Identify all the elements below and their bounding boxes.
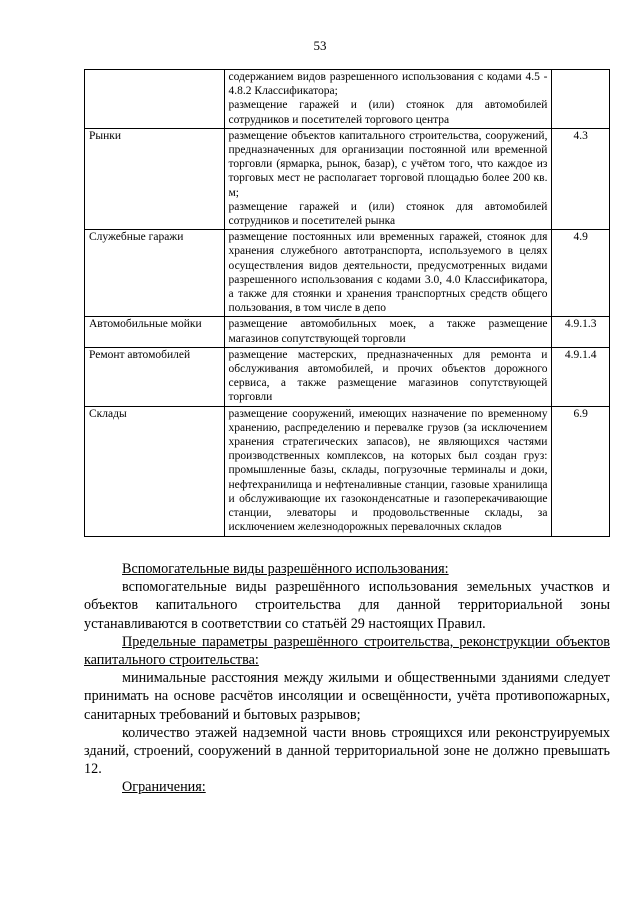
limit-parameters-heading-text: Предельные параметры разрешённого строительства, реконструкции объектов капитального строительства: <box>84 633 610 669</box>
use-code-cell: 4.9.1.3 <box>552 317 610 347</box>
use-code-cell: 6.9 <box>552 406 610 536</box>
table-row <box>85 70 610 129</box>
use-code-cell: 4.9 <box>552 230 610 317</box>
use-name-cell: Автомобильные мойки <box>85 317 225 347</box>
use-code-cell: 4.9.1.4 <box>552 347 610 406</box>
use-description-paragraph: размещение постоянных или временных гаражей, стоянок для хранения служебного автотранспорта, используемого в целях осуществления видов деятельности, предусмотренных видами разрешенного использования с кодами 3.0, 4.0 Классификатора, а также для стоянки и хранения транспортных средств общего пользования, в том числе в депо <box>228 231 548 315</box>
use-description-paragraph: содержанием видов разрешенного использования с кодами 4.5 - 4.8.2 Классификатора; <box>228 71 548 98</box>
limit-parameters-floors-text: количество этажей надземной части вновь строящихся или реконструируемых зданий, строений, сооружений в данной территориальной зоне не должно превышать 12. <box>84 724 610 778</box>
use-description-cell <box>224 347 552 406</box>
permitted-uses-table <box>84 69 610 537</box>
use-name-cell: Служебные гаражи <box>85 230 225 317</box>
limit-parameters-distance-text: минимальные расстояния между жилыми и общественными зданиями следует принимать на основе расчётов инсоляции и освещённости, учёта противопожарных, санитарных требований и бытовых разрывов; <box>84 670 610 723</box>
use-description-cell <box>224 230 552 317</box>
use-description-paragraph: размещение мастерских, предназначенных для ремонта и обслуживания автомобилей, и прочих объектов дорожного сервиса, а также размещение магазинов сопутствующей торговли <box>228 348 548 404</box>
use-description-cell <box>224 406 552 536</box>
use-description-paragraph: размещение гаражей и (или) стоянок для автомобилей сотрудников и посетителей торгового центра <box>228 99 548 126</box>
restrictions-heading-text: Ограничения: <box>122 779 206 796</box>
use-description-cell <box>224 317 552 347</box>
page-number: 53 <box>313 38 327 53</box>
use-name-cell <box>85 70 225 129</box>
table-row <box>85 230 610 317</box>
auxiliary-uses-heading-text: Вспомогательные виды разрешённого использования: <box>122 561 449 577</box>
use-code-cell <box>552 70 610 129</box>
use-description-paragraph: размещение автомобильных моек, а также размещение магазинов сопутствующей торговли <box>228 318 548 345</box>
table-row <box>85 406 610 536</box>
use-description-cell <box>224 70 552 129</box>
use-description-paragraph: размещение объектов капитального строительства, сооружений, предназначенных для организации постоянной или временной торговли (ярмарка, рынок, базар), с учётом того, что каждое из торговых мест не располагает торговой площадью более 200 кв. м; <box>228 129 548 199</box>
limit-parameters-heading <box>84 633 610 669</box>
use-description-paragraph: размещение сооружений, имеющих назначение по временному хранению, распределению и перевалке грузов (за исключением хранения стратегических запасов), не являющихся частями производственных комплексов, на которых был создан груз: промышленные базы, склады, погрузочные терминалы и доки, нефтехранилища и нефтеналивные станции, газовые хранилища и обслуживающие их газоконденсатные и газоперекачивающие станции, элеваторы и продовольственные склады, за исключением железнодорожных перевалочных складов <box>228 407 548 534</box>
regulations-text <box>84 560 610 797</box>
use-description-cell <box>224 128 552 229</box>
table-row <box>85 347 610 406</box>
use-name-cell: Ремонт автомобилей <box>85 347 225 406</box>
table-row <box>85 128 610 229</box>
use-name-cell: Рынки <box>85 128 225 229</box>
auxiliary-uses-heading <box>84 560 610 578</box>
table-row <box>85 317 610 347</box>
use-code-cell: 4.3 <box>552 128 610 229</box>
use-description-paragraph: размещение гаражей и (или) стоянок для автомобилей сотрудников и посетителей рынка <box>228 200 548 228</box>
restrictions-heading <box>84 778 610 796</box>
auxiliary-uses-text: вспомогательные виды разрешённого использования земельных участков и объектов капитального строительства для данной территориальной зоны устанавливаются в соответствии со статьёй 29 настоящих Правил. <box>84 579 610 632</box>
use-name-cell: Склады <box>85 406 225 536</box>
